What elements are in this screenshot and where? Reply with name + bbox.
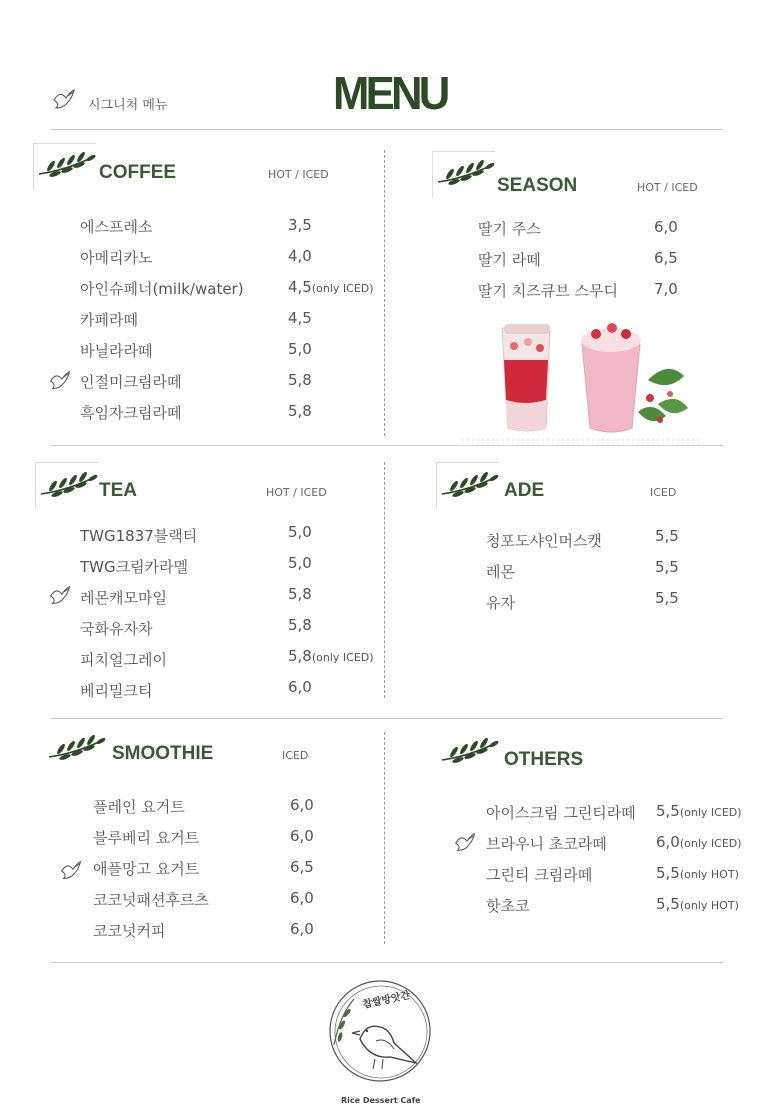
tea-item: 레몬캐모마일 bbox=[80, 589, 167, 607]
smoothie-price: 6,0 bbox=[290, 920, 314, 938]
others-price: 5,5(only ICED) bbox=[656, 802, 742, 820]
others-price: 5,5(only HOT) bbox=[656, 864, 739, 882]
olive-sprig-icon bbox=[37, 150, 97, 180]
coffee-item: 아메리카노 bbox=[80, 249, 153, 267]
coffee-title: COFFEE bbox=[99, 162, 177, 183]
coffee-item: 카페라떼 bbox=[80, 311, 138, 329]
season-price: 6,0 bbox=[654, 218, 678, 236]
ade-item: 유자 bbox=[486, 594, 515, 612]
tea-price: 6,0 bbox=[288, 678, 312, 696]
section-divider-2 bbox=[51, 718, 723, 719]
tea-item: 베리밀크티 bbox=[80, 682, 153, 700]
olive-sprig-icon bbox=[47, 733, 107, 763]
tea-price: 5,8(only ICED) bbox=[288, 647, 374, 665]
column-divider-3 bbox=[384, 732, 385, 944]
tea-price: 5,0 bbox=[288, 523, 312, 541]
price-note: (only ICED) bbox=[679, 806, 742, 819]
ade-price: 5,5 bbox=[655, 527, 679, 545]
smoothie-item: 코코넛커피 bbox=[93, 922, 166, 940]
bird-icon bbox=[452, 830, 480, 858]
header-divider bbox=[51, 129, 723, 130]
page-title: MENU bbox=[333, 67, 447, 119]
season-price: 7,0 bbox=[654, 280, 678, 298]
coffee-price: 4,0 bbox=[288, 247, 312, 265]
ade-item: 레몬 bbox=[486, 563, 515, 581]
ade-temp: ICED bbox=[650, 486, 677, 499]
smoothie-item: 플레인 요거트 bbox=[93, 798, 185, 816]
coffee-item: 아인슈페너(milk/water) bbox=[80, 280, 244, 298]
tea-price: 5,8 bbox=[288, 585, 312, 603]
smoothie-price: 6,5 bbox=[290, 858, 314, 876]
section-divider-3 bbox=[51, 962, 723, 963]
others-title: OTHERS bbox=[504, 749, 584, 770]
others-item: 브라우니 초코라떼 bbox=[486, 835, 607, 853]
price-note: (only ICED) bbox=[679, 837, 742, 850]
smoothie-temp: ICED bbox=[282, 749, 309, 762]
ade-price: 5,5 bbox=[655, 589, 679, 607]
coffee-item: 흑임자크림라떼 bbox=[80, 404, 182, 422]
others-item: 그린티 크림라떼 bbox=[486, 866, 593, 884]
others-price: 5,5(only HOT) bbox=[656, 895, 739, 913]
strawberry-drinks-image bbox=[462, 300, 700, 446]
bird-icon bbox=[47, 368, 75, 396]
coffee-price: 3,5 bbox=[288, 216, 312, 234]
others-item: 아이스크림 그린티라떼 bbox=[486, 804, 636, 822]
smoothie-price: 6,0 bbox=[290, 827, 314, 845]
price-note: (only ICED) bbox=[311, 282, 374, 295]
others-price: 6,0(only ICED) bbox=[656, 833, 742, 851]
signature-legend: 시그니처 메뉴 bbox=[88, 98, 168, 113]
coffee-price: 5,8 bbox=[288, 402, 312, 420]
tea-item: 피치얼그레이 bbox=[80, 651, 167, 669]
ade-title: ADE bbox=[504, 480, 545, 501]
smoothie-item: 블루베리 요거트 bbox=[93, 829, 200, 847]
tea-title: TEA bbox=[99, 480, 137, 501]
smoothie-item: 코코넛패션후르츠 bbox=[93, 891, 209, 909]
bird-icon bbox=[47, 583, 75, 611]
bird-icon bbox=[50, 86, 80, 116]
logo-korean: 찹쌀방앗간 bbox=[361, 990, 412, 1011]
season-item: 딸기 라떼 bbox=[478, 251, 541, 269]
smoothie-price: 6,0 bbox=[290, 889, 314, 907]
price-note: (only HOT) bbox=[679, 868, 739, 881]
tea-price: 5,0 bbox=[288, 554, 312, 572]
bird-icon bbox=[58, 858, 86, 886]
smoothie-price: 6,0 bbox=[290, 796, 314, 814]
olive-sprig-icon bbox=[39, 470, 99, 500]
coffee-item: 바닐라라떼 bbox=[80, 342, 153, 360]
others-item: 핫초코 bbox=[486, 897, 530, 915]
season-item: 딸기 주스 bbox=[478, 220, 541, 238]
smoothie-title: SMOOTHIE bbox=[112, 743, 214, 764]
tea-item: TWG1837블랙티 bbox=[80, 527, 198, 545]
column-divider-1 bbox=[384, 150, 385, 436]
olive-sprig-icon bbox=[440, 470, 500, 500]
season-temp: HOT / ICED bbox=[637, 181, 698, 194]
olive-sprig-icon bbox=[440, 736, 500, 766]
coffee-temp: HOT / ICED bbox=[268, 168, 329, 181]
ade-item: 청포도샤인머스캣 bbox=[486, 532, 602, 550]
tea-temp: HOT / ICED bbox=[266, 486, 327, 499]
coffee-price: 5,8 bbox=[288, 371, 312, 389]
coffee-item: 에스프레소 bbox=[80, 218, 153, 236]
price-note: (only HOT) bbox=[679, 899, 739, 912]
coffee-item: 인절미크림라떼 bbox=[80, 373, 182, 391]
olive-sprig-icon bbox=[436, 158, 496, 188]
season-item: 딸기 치즈큐브 스무디 bbox=[478, 282, 618, 300]
smoothie-item: 애플망고 요거트 bbox=[93, 860, 200, 878]
coffee-price: 4,5 bbox=[288, 309, 312, 327]
season-price: 6,5 bbox=[654, 249, 678, 267]
tea-item: 국화유자차 bbox=[80, 620, 153, 638]
season-title: SEASON bbox=[497, 175, 578, 196]
tea-item: TWG크림카라멜 bbox=[80, 558, 189, 576]
coffee-price: 4,5(only ICED) bbox=[288, 278, 374, 296]
price-note: (only ICED) bbox=[311, 651, 374, 664]
tea-price: 5,8 bbox=[288, 616, 312, 634]
ade-price: 5,5 bbox=[655, 558, 679, 576]
column-divider-2 bbox=[384, 462, 385, 698]
logo-english: Rice Dessert Cafe bbox=[341, 1096, 421, 1105]
coffee-price: 5,0 bbox=[288, 340, 312, 358]
